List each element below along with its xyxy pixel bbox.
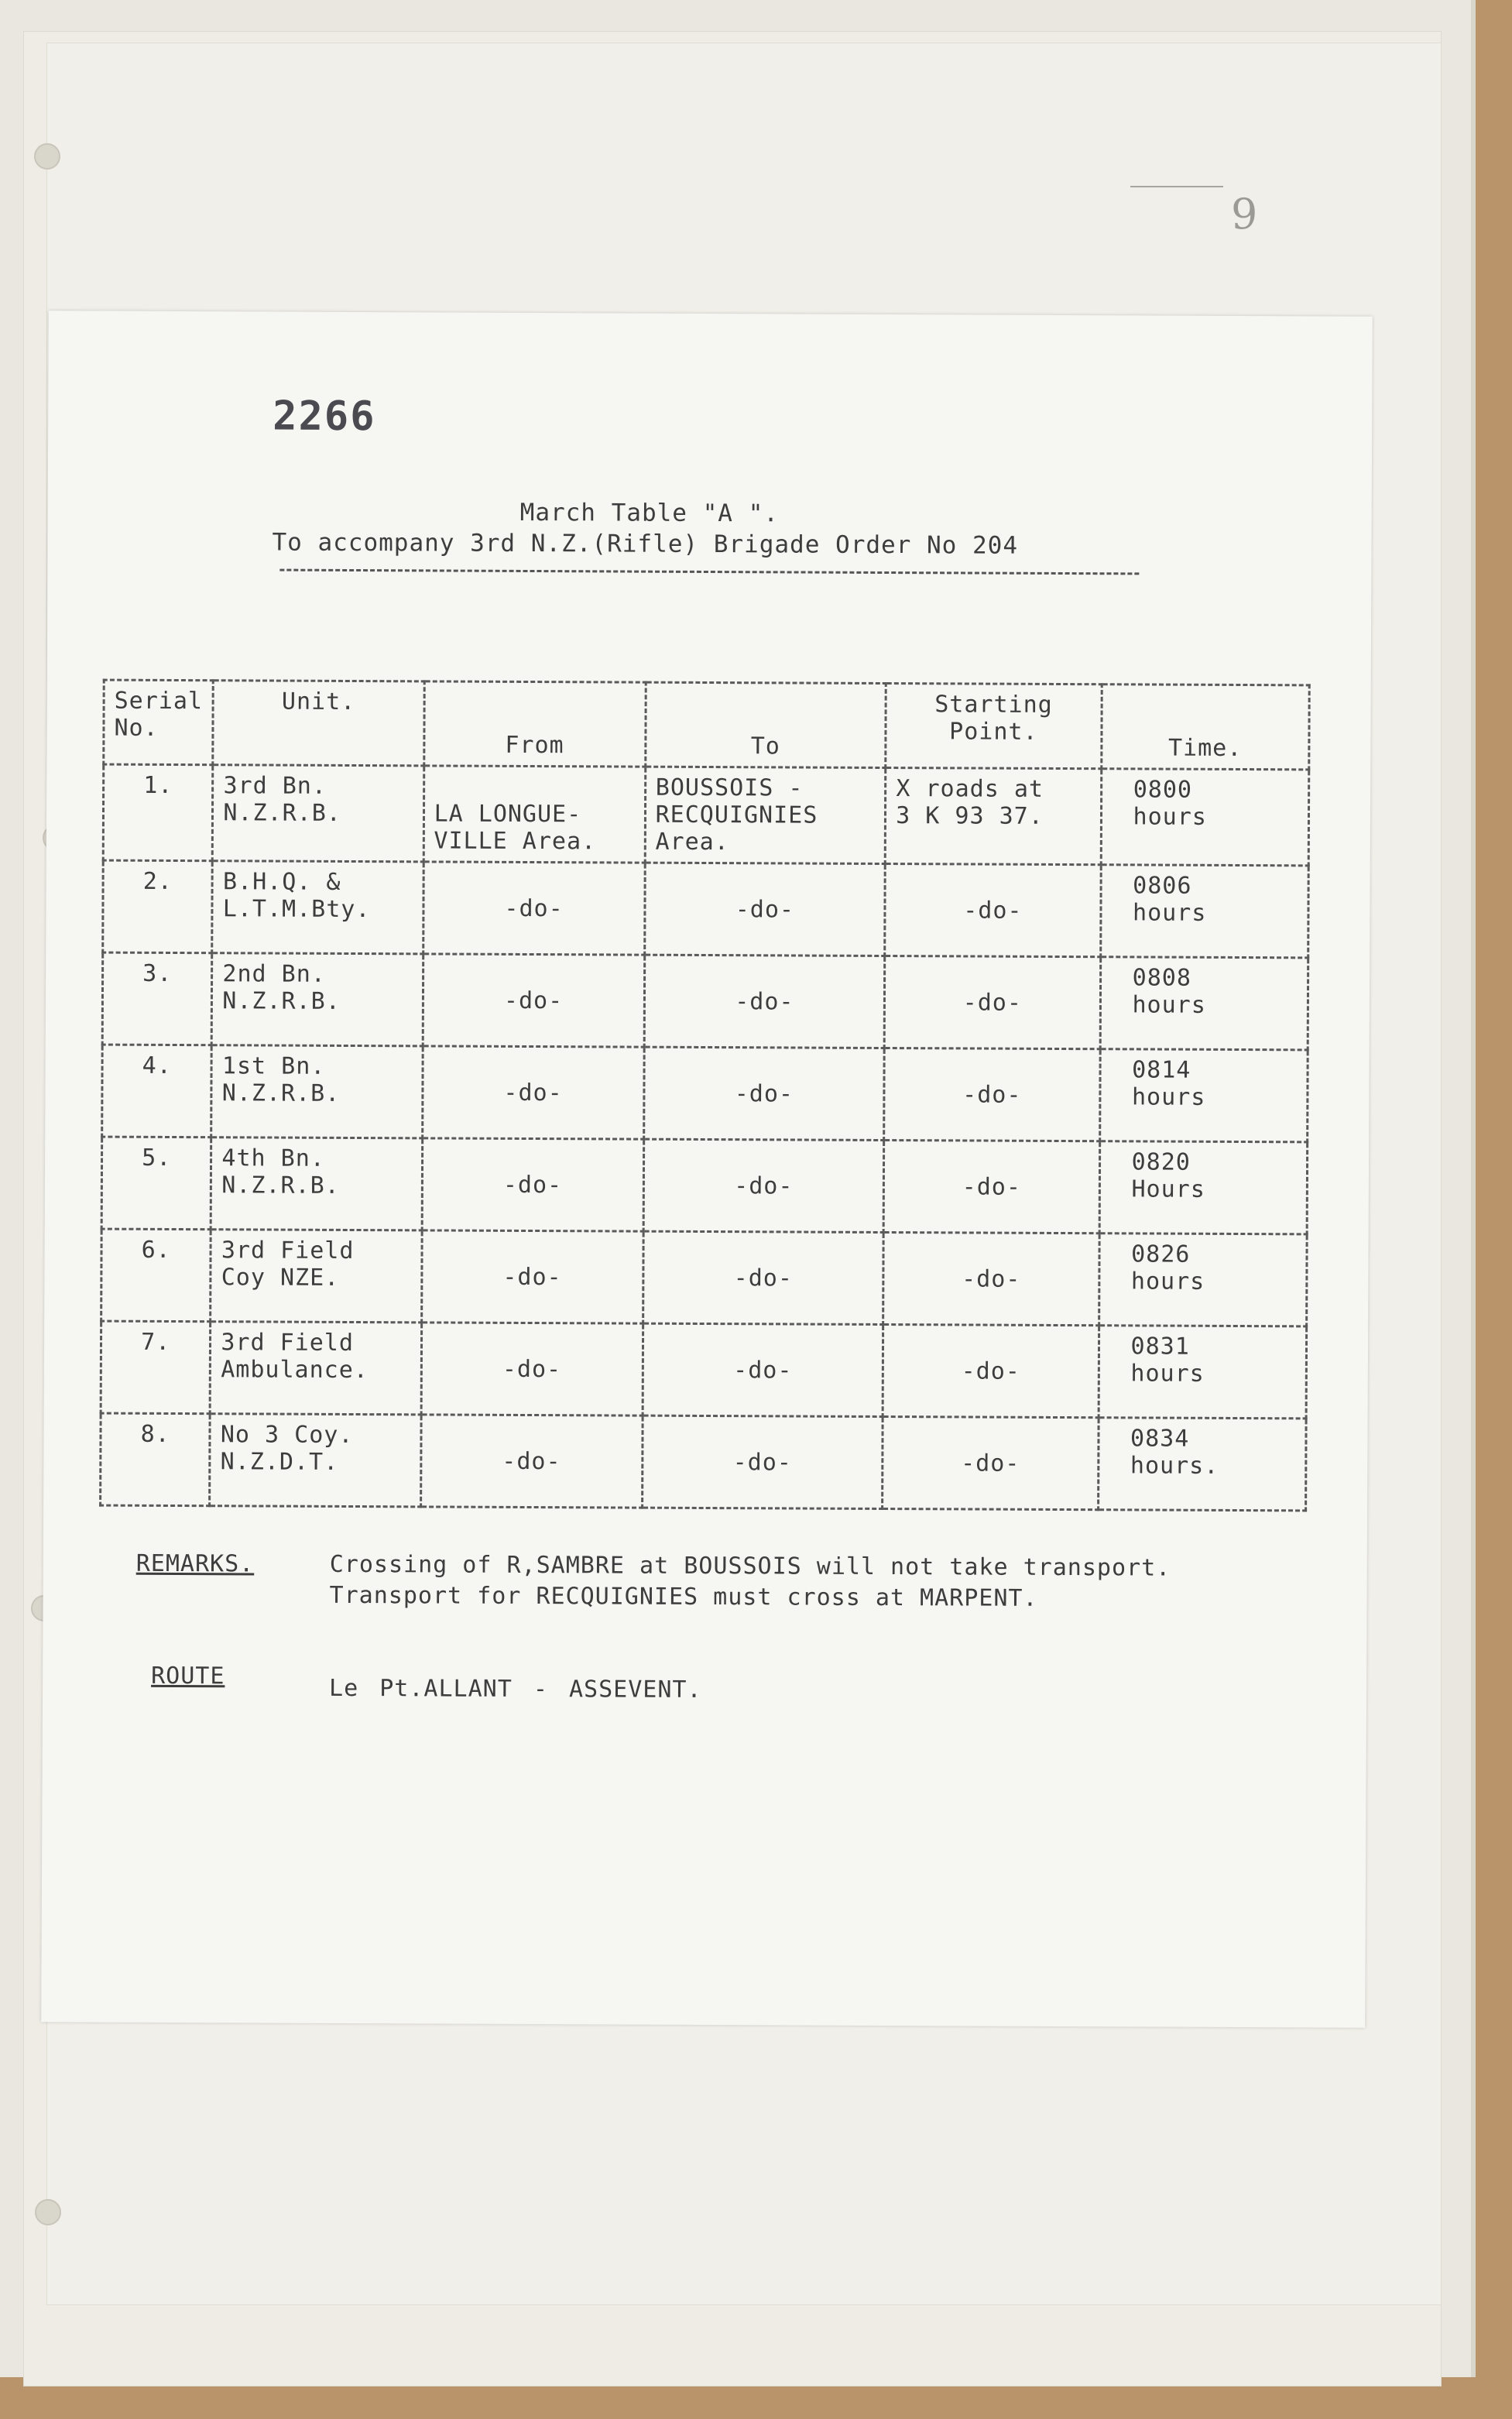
header-time: Time.	[1101, 685, 1309, 770]
cell-to: -do-	[643, 1231, 883, 1324]
document-number: 2266	[273, 393, 376, 441]
cell-starting-point: -do-	[883, 1140, 1099, 1233]
punch-hole	[35, 2199, 61, 2225]
route-label: ROUTE	[151, 1662, 225, 1690]
cell-unit: 3rd Field Coy NZE.	[211, 1230, 422, 1323]
table-header-row	[104, 680, 1309, 770]
remarks-text: Crossing of R,SAMBRE at BOUSSOIS will not take transport. Transport for RECQUIGNIES must cross at MARPENT.	[329, 1550, 1171, 1612]
cell-starting-point: -do-	[884, 956, 1100, 1049]
table-row	[101, 1229, 1308, 1326]
cell-time: 0808 hours	[1100, 957, 1308, 1050]
cell-time: 0800 hours	[1101, 769, 1309, 866]
cell-time: 0831 hours	[1099, 1326, 1307, 1419]
cell-serial: 6.	[101, 1229, 211, 1322]
folio-dash	[1130, 186, 1223, 187]
cell-from: LA LONGUE- VILLE Area.	[423, 766, 646, 863]
header-unit: Unit.	[213, 681, 424, 766]
cell-from: -do-	[422, 1138, 644, 1231]
cell-serial: 8.	[101, 1413, 211, 1506]
cell-starting-point: -do-	[883, 1232, 1099, 1325]
cell-serial: 2.	[103, 860, 213, 953]
typed-sheet	[41, 311, 1373, 2027]
cell-unit: 4th Bn. N.Z.R.B.	[211, 1137, 423, 1230]
table-row	[103, 860, 1309, 958]
cell-unit: 3rd Field Ambulance.	[210, 1322, 421, 1415]
document-subtitle: To accompany 3rd N.Z.(Rifle) Brigade Order No 204	[272, 528, 1019, 560]
cell-from: -do-	[423, 954, 645, 1047]
march-table	[99, 679, 1311, 1512]
remarks-label: REMARKS.	[135, 1549, 255, 1578]
table-row	[102, 952, 1308, 1050]
cell-to: -do-	[643, 1047, 884, 1140]
header-to: To	[645, 682, 886, 767]
route-text: Le Pt.ALLANT - ASSEVENT.	[328, 1674, 702, 1704]
cell-time: 0814 hours	[1099, 1049, 1308, 1142]
cell-starting-point: -do-	[883, 1324, 1099, 1417]
cell-time: 0834 hours.	[1098, 1418, 1306, 1511]
punch-hole	[34, 143, 60, 170]
header-starting-point: Starting Point.	[886, 684, 1102, 769]
table-row	[101, 1321, 1307, 1419]
cell-time: 0820 Hours	[1099, 1141, 1308, 1234]
header-from: From	[423, 681, 646, 767]
cell-serial: 5.	[101, 1137, 211, 1230]
document-title: March Table "A ".	[519, 498, 780, 528]
cell-time: 0806 hours	[1100, 865, 1308, 958]
table-row	[101, 1413, 1307, 1511]
cell-serial: 4.	[102, 1045, 212, 1137]
cell-serial: 3.	[102, 952, 212, 1045]
cell-serial: 7.	[101, 1321, 211, 1414]
title-rule	[279, 569, 1139, 575]
cell-from: -do-	[421, 1323, 643, 1415]
cell-to: -do-	[644, 955, 885, 1048]
cell-to: -do-	[643, 1139, 884, 1232]
cell-to: -do-	[643, 1323, 883, 1416]
cell-from: -do-	[423, 862, 645, 955]
table-row	[102, 1045, 1308, 1142]
cell-from: -do-	[422, 1046, 644, 1139]
table-row	[103, 764, 1309, 866]
cell-time: 0826 hours	[1099, 1234, 1307, 1326]
cell-to: -do-	[644, 863, 885, 956]
cell-unit: 3rd Bn. N.Z.R.B.	[213, 765, 424, 862]
header-serial: Serial No.	[104, 680, 214, 765]
cell-starting-point: -do-	[884, 1048, 1100, 1141]
cell-unit: 1st Bn. N.Z.R.B.	[211, 1045, 423, 1138]
cell-unit: No 3 Coy. N.Z.D.T.	[210, 1414, 421, 1507]
cell-from: -do-	[420, 1415, 643, 1508]
cell-from: -do-	[421, 1230, 643, 1323]
folio-number: 9	[1231, 190, 1258, 238]
cell-starting-point: -do-	[885, 864, 1101, 957]
cell-to: BOUSSOIS - RECQUIGNIES Area.	[645, 767, 886, 863]
cell-to: -do-	[642, 1415, 883, 1508]
cell-starting-point: -do-	[883, 1416, 1099, 1509]
cell-unit: B.H.Q. & L.T.M.Bty.	[212, 861, 423, 954]
cell-unit: 2nd Bn. N.Z.R.B.	[212, 953, 423, 1046]
cell-starting-point: X roads at 3 K 93 37.	[885, 768, 1101, 865]
cell-serial: 1.	[103, 764, 213, 861]
table-row	[101, 1137, 1308, 1234]
